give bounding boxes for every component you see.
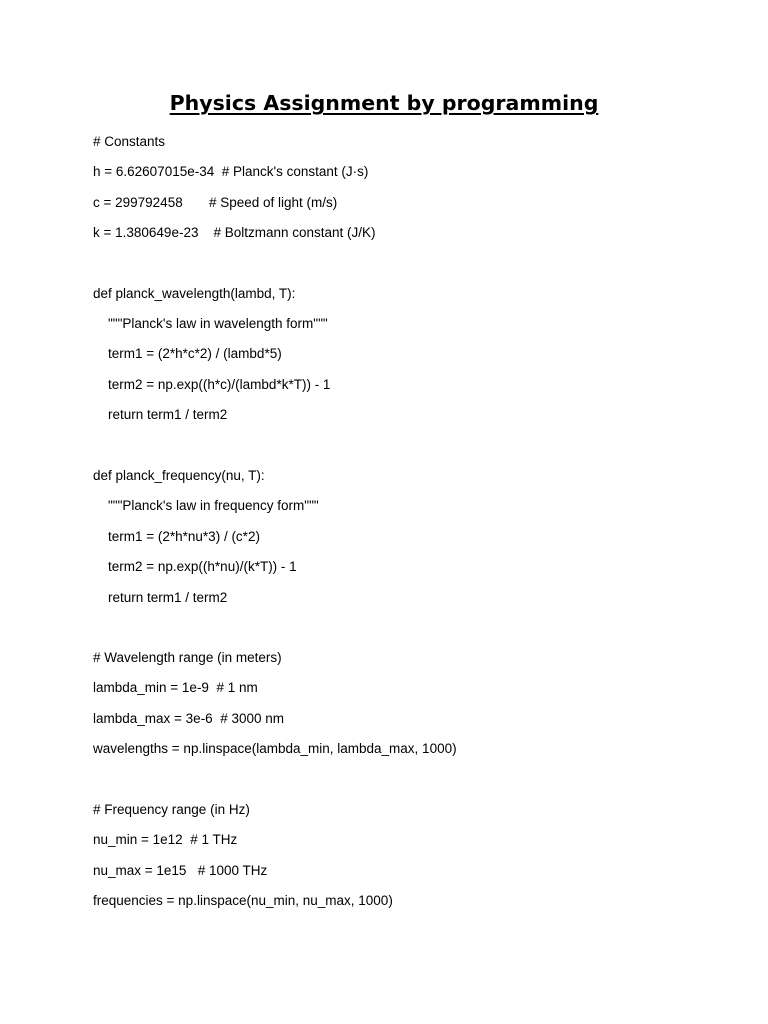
code-line-wavelength-term2: term2 = np.exp((h*c)/(lambd*k*T)) - 1 bbox=[93, 377, 331, 392]
code-line-frequency-term1: term1 = (2*h*nu*3) / (c*2) bbox=[93, 529, 260, 544]
code-line-c-constant: c = 299792458 # Speed of light (m/s) bbox=[93, 195, 338, 210]
code-line-comment-constants: # Constants bbox=[93, 134, 166, 149]
code-line-k-constant: k = 1.380649e-23 # Boltzmann constant (J/K) bbox=[93, 225, 376, 240]
code-line-frequency-term2: term2 = np.exp((h*nu)/(k*T)) - 1 bbox=[93, 559, 297, 574]
code-line-comment-wavelength-range: # Wavelength range (in meters) bbox=[93, 650, 282, 665]
code-line-frequency-docstring: """Planck's law in frequency form""" bbox=[93, 498, 319, 513]
code-line-lambda-min: lambda_min = 1e-9 # 1 nm bbox=[93, 680, 258, 695]
code-line-wavelengths: wavelengths = np.linspace(lambda_min, lambda_max, 1000) bbox=[93, 741, 457, 756]
code-line-lambda-max: lambda_max = 3e-6 # 3000 nm bbox=[93, 711, 284, 726]
code-line-wavelength-return: return term1 / term2 bbox=[93, 407, 228, 422]
code-line-frequencies: frequencies = np.linspace(nu_min, nu_max, 1000) bbox=[93, 893, 393, 908]
code-line-frequency-return: return term1 / term2 bbox=[93, 590, 228, 605]
code-line-nu-min: nu_min = 1e12 # 1 THz bbox=[93, 832, 238, 847]
code-line-nu-max: nu_max = 1e15 # 1000 THz bbox=[93, 863, 268, 878]
document-title: Physics Assignment by programming bbox=[169, 91, 599, 115]
code-line-wavelength-docstring: """Planck's law in wavelength form""" bbox=[93, 316, 328, 331]
code-line-wavelength-term1: term1 = (2*h*c*2) / (lambd*5) bbox=[93, 346, 282, 361]
code-line-def-planck-frequency: def planck_frequency(nu, T): bbox=[93, 468, 265, 483]
code-line-def-planck-wavelength: def planck_wavelength(lambd, T): bbox=[93, 286, 296, 301]
code-line-h-constant: h = 6.62607015e-34 # Planck's constant (J·s) bbox=[93, 164, 369, 179]
code-line-comment-frequency-range: # Frequency range (in Hz) bbox=[93, 802, 250, 817]
